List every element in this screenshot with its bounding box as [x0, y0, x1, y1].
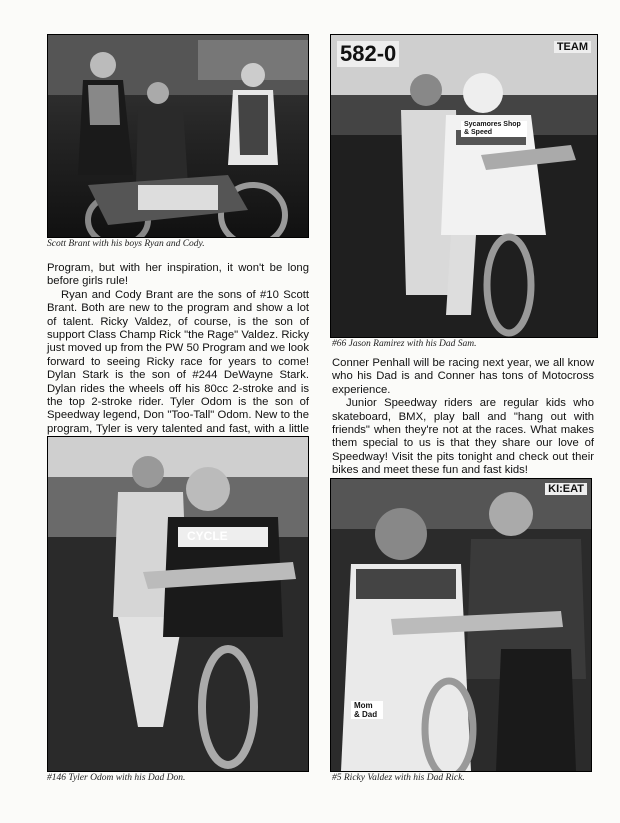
article-paragraph-3: Conner Penhall will be racing next year, we all know who his Dad is and Conner has tons of Motocross experience. — [332, 357, 594, 396]
photo-brant-family — [47, 34, 309, 238]
caption-bottom-right: #5 Ricky Valdez with his Dad Rick. — [332, 773, 465, 783]
photo-phone-sign: 582-0 — [337, 41, 399, 67]
caption-top-left: Scott Brant with his boys Ryan and Cody. — [47, 239, 205, 249]
article-paragraph-2: Ryan and Cody Brant are the sons of #10 Scott Brant. Both are new to the program and show a lot of talent. Ricky Valdez, of course, is the son of support Class Champ Rick "the Rage" Valdez. Ricky just moved up from the PW 50 Program and we look forward to seeing Ricky race for years to come! Dylan Stark is the son of #244 DeWayne Stark. Dylan rides the wheels off his 80cc 2-stroke and is the top 2-stroke rider. Tyler Odom is the son of Speedway legend, Don "Too-Tall" Odom. New to the program, Tyler is very talented and fast, with a little — [47, 288, 309, 435]
photo-team-sign: TEAM — [554, 41, 591, 53]
photo-brant-family-image — [48, 35, 308, 237]
caption-top-right: #66 Jason Ramirez with his Dad Sam. — [332, 339, 477, 349]
article-right-column — [332, 357, 594, 478]
photo-wall-sign: KI:EAT — [545, 483, 587, 495]
article-paragraph-4: Junior Speedway riders are regular kids who skateboard, BMX, play ball and "hang out with friends" when they're not at the races. What makes them special to us is that they share our love of Speedway! Visit the pits tonight and check out their bikes and meet these fun and fast kids! — [332, 397, 594, 477]
article-paragraph-1: Program, but with her inspiration, it won't be long before girls rule! — [47, 262, 309, 288]
photo-leg-text: Mom & Dad — [351, 701, 383, 719]
photo-ramirez-family — [330, 34, 598, 338]
photo-jersey-cycle: CYCLE — [187, 529, 228, 543]
photo-valdez-family — [330, 478, 592, 772]
photo-odom-family-image — [48, 437, 308, 771]
photo-odom-family — [47, 436, 309, 772]
caption-bottom-left: #146 Tyler Odom with his Dad Don. — [47, 773, 186, 783]
photo-ramirez-family-image — [331, 35, 597, 337]
photo-valdez-family-image — [331, 479, 591, 771]
photo-jersey-text: Sycamores Shop & Speed — [461, 121, 527, 137]
article-left-column — [47, 262, 309, 463]
